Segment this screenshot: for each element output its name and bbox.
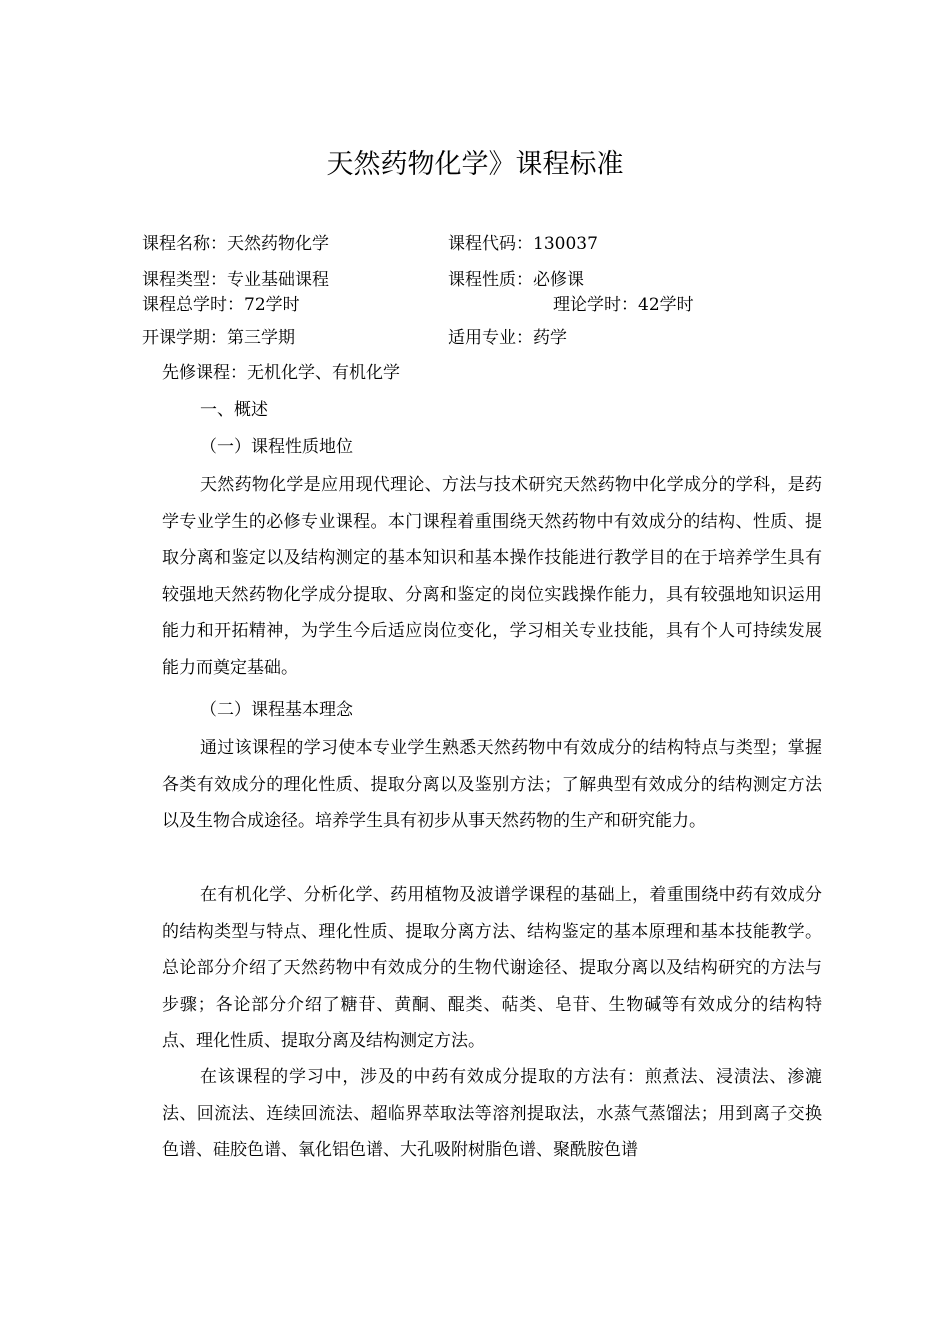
paragraph-concept-2 — [162, 877, 822, 1060]
course-code — [448, 232, 598, 256]
meta-row-3 — [142, 293, 842, 317]
subsection-heading-nature: （一）课程性质地位 — [200, 437, 353, 457]
semester: 开课学期：第三学期 — [142, 328, 295, 348]
paragraph-concept-3-text: 在该课程的学习中，涉及的中药有效成分提取的方法有：煎煮法、浸渍法、渗漉法、回流法、连续回流法、超临界萃取法等溶剂提取法，水蒸气蒸馏法；用到离子交换色谱、硅胶色谱、氧化铝色谱、大孔吸附树脂色谱、聚酰胺色谱 — [162, 1067, 822, 1161]
total-hours-unit: 学时 — [265, 295, 300, 315]
course-name: 课程名称：天然药物化学 — [142, 234, 329, 254]
major: 适用专业：药学 — [448, 328, 567, 348]
course-nature: 课程性质：必修课 — [448, 270, 584, 290]
paragraph-nature — [162, 467, 822, 687]
course-code-label: 课程代码： — [448, 234, 533, 254]
theory-hours-label: 理论学时： — [553, 295, 638, 315]
meta-row-1 — [142, 232, 842, 256]
paragraph-concept-2-text: 在有机化学、分析化学、药用植物及波谱学课程的基础上，着重围绕中药有效成分的结构类型与特点、理化性质、提取分离方法、结构鉴定的基本原理和基本技能教学。总论部分介绍了天然药物中有效成分的生物代谢途径、提取分离以及结构研究的方法与步骤；各论部分介绍了糖苷、黄酮、醌类、萜类、皂苷、生物碱等有效成分的结构特点、理化性质、提取分离及结构测定方法。 — [162, 885, 822, 1052]
document-title: 天然药物化学》课程标准 — [326, 149, 624, 180]
total-hours — [142, 293, 300, 317]
subsection-heading-concept: （二）课程基本理念 — [200, 700, 353, 720]
meta-row-2 — [142, 268, 842, 292]
prerequisites: 先修课程：无机化学、有机化学 — [162, 363, 400, 383]
paragraph-concept-1 — [162, 730, 822, 840]
course-type: 课程类型：专业基础课程 — [142, 270, 329, 290]
paragraph-nature-text: 天然药物化学是应用现代理论、方法与技术研究天然药物中化学成分的学科，是药学专业学生的必修专业课程。本门课程着重围绕天然药物中有效成分的结构、性质、提取分离和鉴定以及结构测定的基本知识和基本操作技能进行教学目的在于培养学生具有较强地天然药物化学成分提取、分离和鉴定的岗位实践操作能力，具有较强地知识运用能力和开拓精神，为学生今后适应岗位变化，学习相关专业技能，具有个人可持续发展能力而奠定基础。 — [162, 475, 822, 678]
paragraph-concept-1-text: 通过该课程的学习使本专业学生熟悉天然药物中有效成分的结构特点与类型；掌握各类有效成分的理化性质、提取分离以及鉴别方法；了解典型有效成分的结构测定方法以及生物合成途径。培养学生具有初步从事天然药物的生产和研究能力。 — [162, 738, 822, 832]
total-hours-value: 72 — [244, 295, 266, 315]
theory-hours-unit: 学时 — [659, 295, 694, 315]
section-heading-overview: 一、概述 — [200, 400, 268, 420]
total-hours-label: 课程总学时： — [142, 295, 244, 315]
theory-hours — [553, 293, 694, 317]
theory-hours-value: 42 — [638, 295, 660, 315]
meta-row-4 — [142, 326, 842, 350]
paragraph-concept-3 — [162, 1059, 822, 1169]
course-code-value: 130037 — [533, 234, 598, 254]
